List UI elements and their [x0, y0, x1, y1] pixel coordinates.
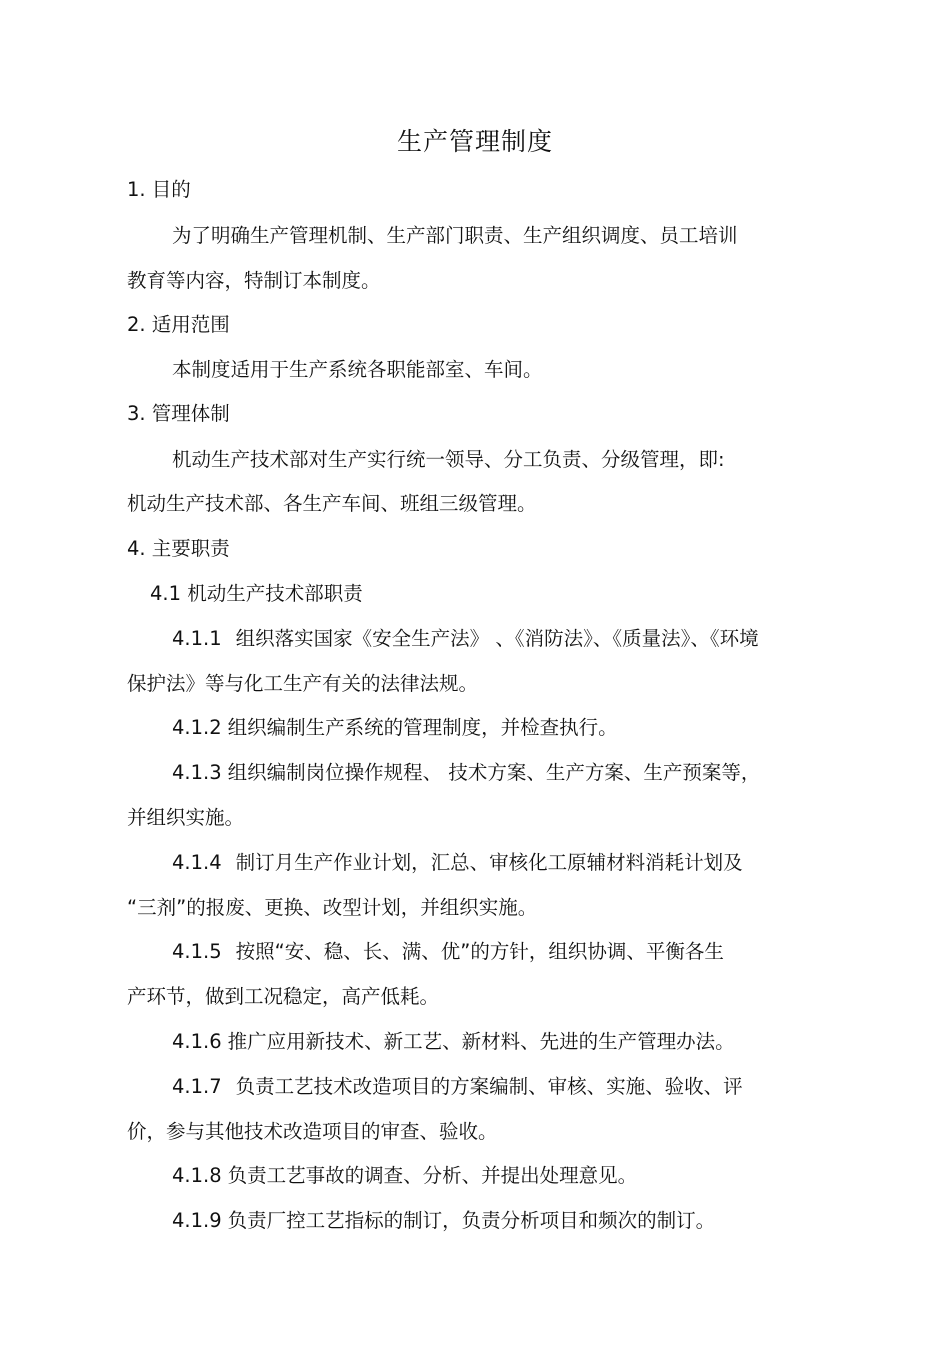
paragraph-line: 为了明确生产管理机制、生产部门职责、生产组织调度、员工培训 [172, 224, 738, 247]
item-text: 制订月生产作业计划，汇总、审核化工原辅材料消耗计划及 [235, 851, 743, 874]
item-number: 4.1.9 [172, 1209, 222, 1232]
item-continuation: 保护法》等与化工生产有关的法律法规。 [127, 672, 479, 695]
item-number: 4.1.2 [172, 716, 222, 739]
list-item [172, 1029, 735, 1055]
list-item [172, 939, 724, 965]
item-number: 4.1.3 [172, 761, 222, 784]
paragraph-line: 机动生产技术部对生产实行统一领导、分工负责、分级管理，即: [172, 448, 725, 471]
section-heading-purpose: 1. 目的 [127, 178, 191, 201]
item-text: 组织编制岗位操作规程、 技术方案、生产方案、生产预案等， [227, 761, 761, 784]
item-number: 4.1.5 [172, 940, 222, 963]
list-item [172, 1163, 637, 1189]
list-item [172, 850, 743, 876]
item-text: 推广应用新技术、新工艺、新材料、先进的生产管理办法。 [227, 1030, 735, 1053]
item-number: 4.1.4 [172, 851, 222, 874]
item-number: 4.1.6 [172, 1030, 222, 1053]
list-item [172, 760, 760, 786]
section-heading-management-system: 3. 管理体制 [127, 402, 230, 425]
list-item [172, 715, 618, 741]
paragraph-line: 机动生产技术部、各生产车间、班组三级管理。 [127, 492, 537, 515]
item-text: 按照“安、稳、长、满、优”的方针，组织协调、平衡各生 [235, 940, 724, 963]
item-continuation: 价，参与其他技术改造项目的审查、验收。 [127, 1120, 498, 1143]
section-heading-responsibilities: 4. 主要职责 [127, 537, 230, 560]
list-item [172, 1074, 743, 1100]
paragraph-line: 本制度适用于生产系统各职能部室、车间。 [172, 358, 543, 381]
list-item [172, 1208, 715, 1234]
item-continuation: “三剂”的报废、更换、改型计划，并组织实施。 [127, 896, 538, 919]
page-title: 生产管理制度 [396, 127, 553, 156]
item-text: 负责工艺技术改造项目的方案编制、审核、实施、验收、评 [235, 1075, 743, 1098]
item-continuation: 产环节，做到工况稳定，高产低耗。 [127, 985, 440, 1008]
item-text: 负责工艺事故的调查、分析、并提出处理意见。 [227, 1164, 638, 1187]
item-text: 组织落实国家《安全生产法》 、《消防法》、《质量法》、《环境 [235, 627, 759, 650]
paragraph-line: 教育等内容，特制订本制度。 [127, 269, 381, 292]
item-text: 负责厂控工艺指标的制订，负责分析项目和频次的制订。 [227, 1209, 716, 1232]
item-text: 组织编制生产系统的管理制度，并检查执行。 [227, 716, 618, 739]
item-number: 4.1.8 [172, 1164, 222, 1187]
section-heading-scope: 2. 适用范围 [127, 313, 230, 336]
list-item [172, 626, 759, 652]
item-number: 4.1.1 [172, 627, 222, 650]
item-continuation: 并组织实施。 [127, 806, 245, 829]
item-number: 4.1.7 [172, 1075, 222, 1098]
subsection-heading: 4.1 机动生产技术部职责 [150, 582, 363, 605]
